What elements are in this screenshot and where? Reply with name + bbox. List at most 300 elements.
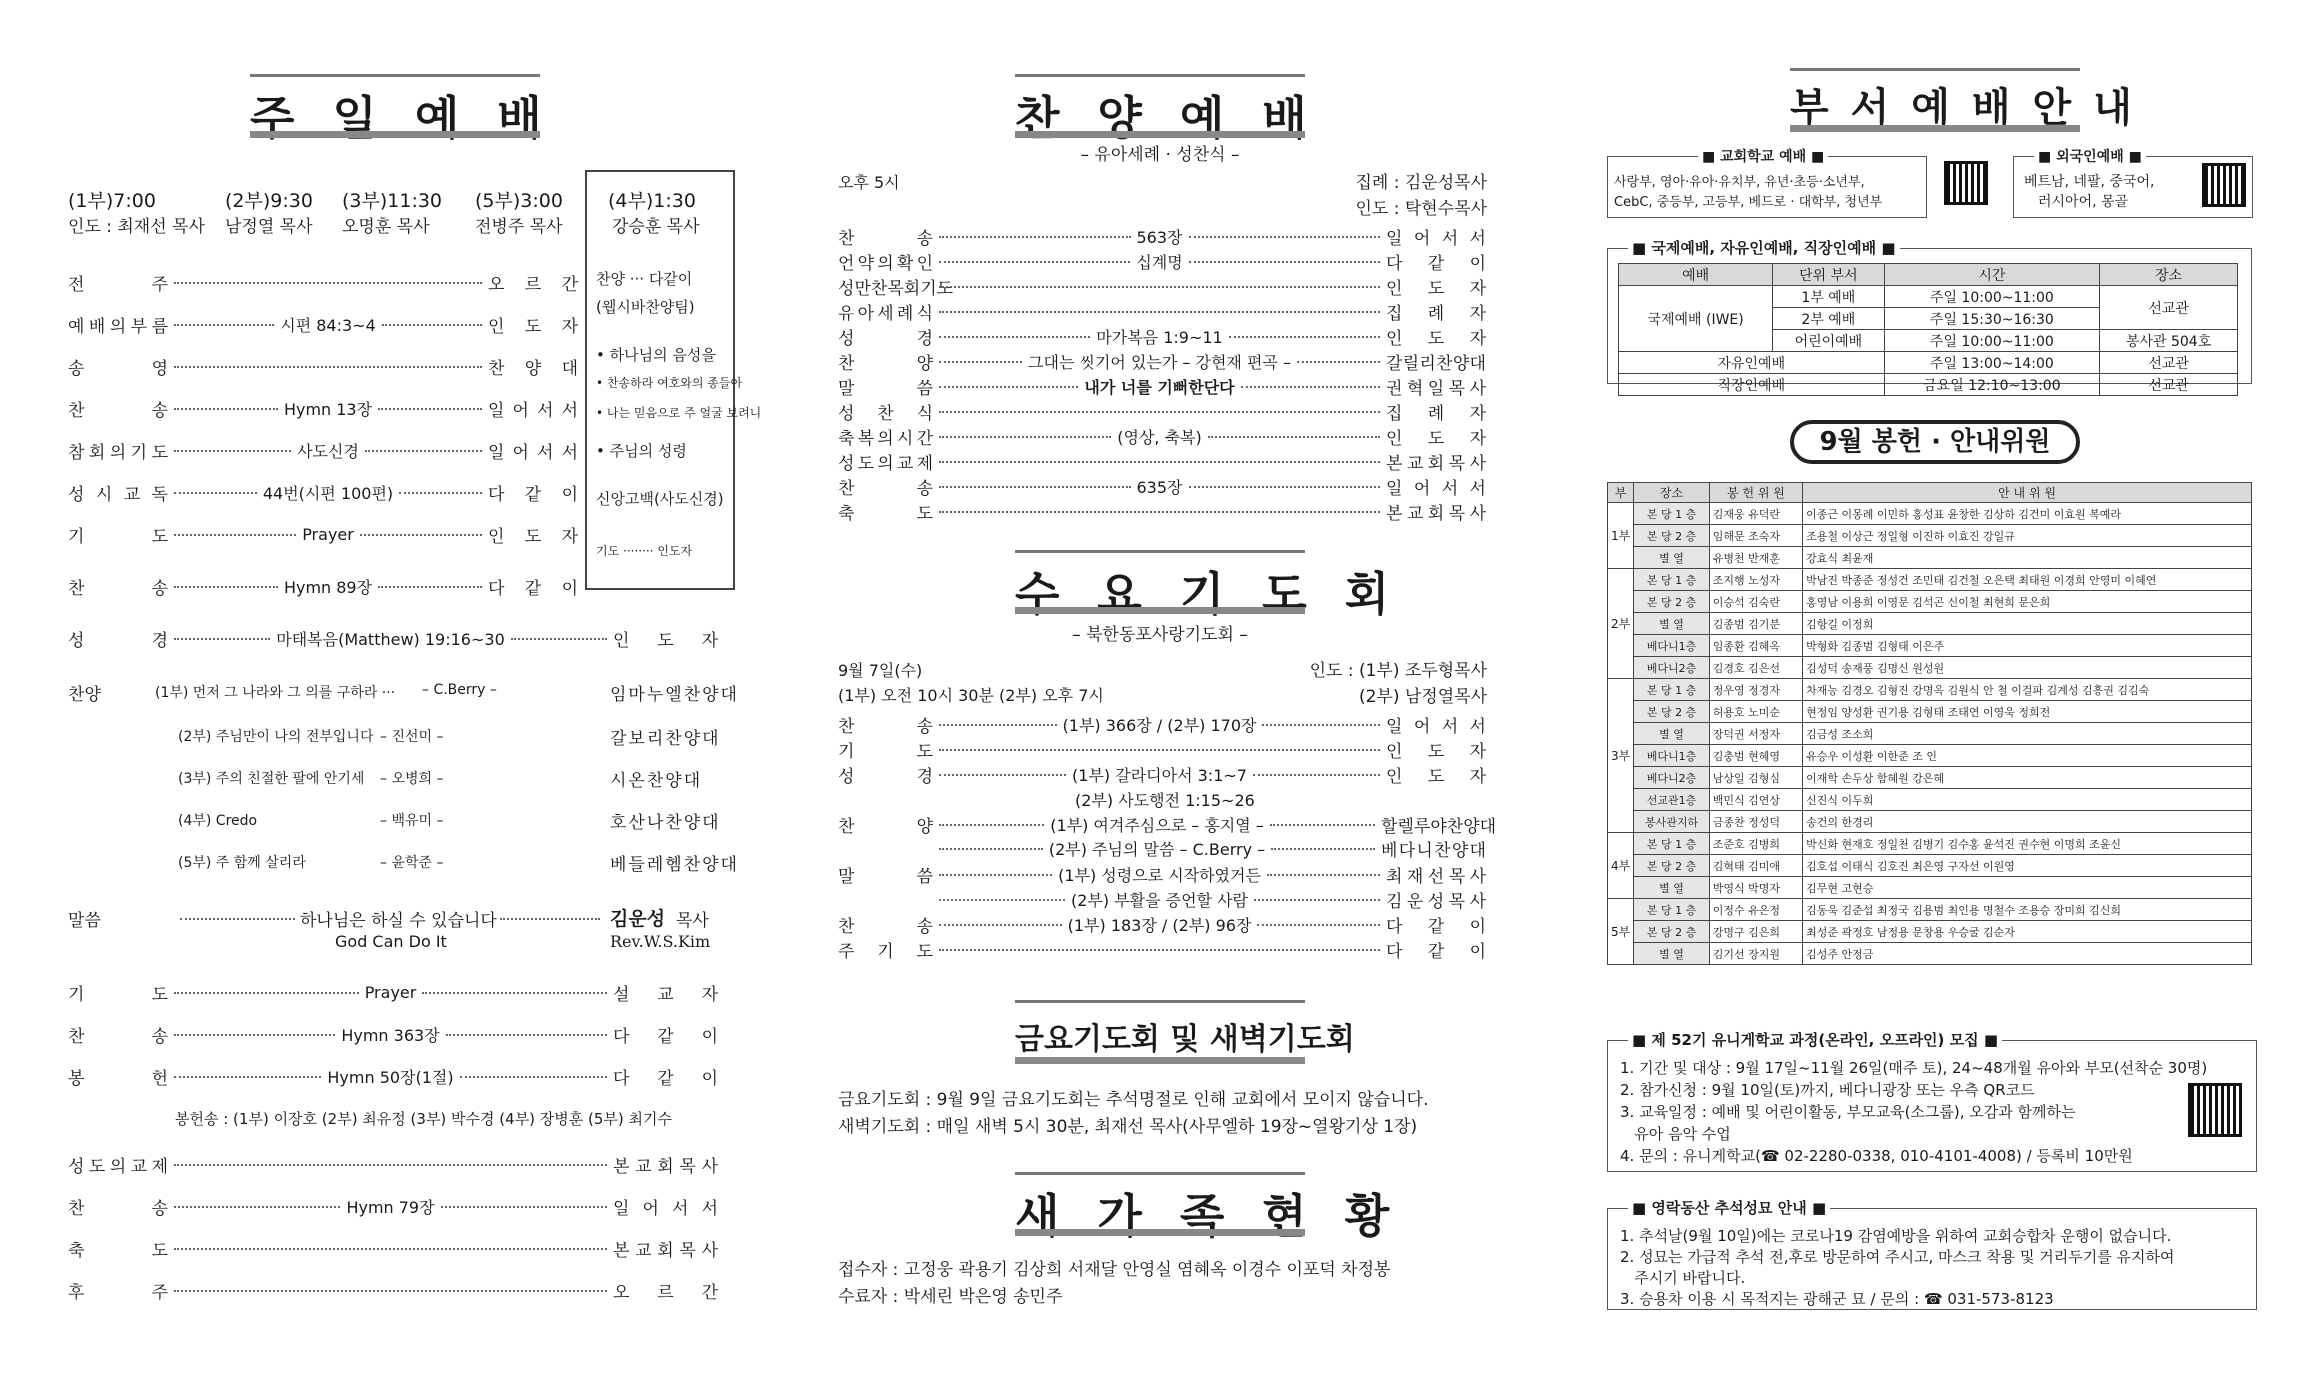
usher-offer: 박영식 박명자 — [1709, 877, 1802, 899]
item-role: 인 도 자 — [1386, 429, 1487, 449]
usher-offer: 장덕권 서정자 — [1709, 723, 1802, 745]
usher-guide: 이재학 손두상 함혜원 강은혜 — [1803, 767, 2252, 789]
usher-offer: 허용호 노미순 — [1709, 701, 1802, 723]
order-row — [68, 1064, 718, 1089]
sermon-speaker: 김운성 — [610, 908, 666, 930]
item-role: 오 르 간 — [488, 275, 578, 295]
usher-place: 본 당 1 층 — [1634, 833, 1710, 855]
item-label: 후 주 — [68, 1283, 168, 1303]
item-label: 성 시 교 독 — [68, 485, 168, 505]
usher-place: 베다니1층 — [1634, 745, 1710, 767]
usher-place: 베다니2층 — [1634, 657, 1710, 679]
usher-place: 본 당 1 층 — [1634, 679, 1710, 701]
order-row — [68, 354, 578, 379]
usher-row — [1608, 921, 2252, 943]
usher-row — [1608, 855, 2252, 877]
sermon-speaker-title: 목사 — [676, 911, 709, 931]
usher-offer: 유병천 반재훈 — [1709, 547, 1802, 569]
usher-row — [1608, 723, 2252, 745]
usher-part: 2부 — [1608, 569, 1634, 679]
order-row — [68, 270, 578, 295]
church-school-head: ■ 교회학교 예배 ■ — [1698, 146, 1828, 166]
intl-col-header: 시간 — [1884, 264, 2100, 286]
usher-place: 봉사관지하 — [1634, 811, 1710, 833]
item-role: 본 교 회 목 사 — [613, 1241, 718, 1261]
item-role: 일 어 서 서 — [488, 401, 578, 421]
usher-offer: 김기선 장지원 — [1709, 943, 1802, 965]
usher-place: 선교관1층 — [1634, 789, 1710, 811]
new-family-title: 새가족현황 — [1015, 1180, 1305, 1230]
wed-subtitle: – 북한동포사랑기도회 – — [1072, 625, 1248, 645]
intl-cell: 주일 10:00~11:00 — [1884, 286, 2100, 308]
choir-composer: – 백유미 – — [380, 813, 444, 829]
usher-place: 본 당 2 층 — [1634, 921, 1710, 943]
praise-presider: 집례 : 김운성목사 — [1355, 173, 1487, 193]
usher-col-header: 안 내 위 원 — [1803, 483, 2252, 503]
box-item: 찬양 ··· 다같이 — [596, 270, 693, 288]
item-role: 일 어 서 서 — [1386, 479, 1486, 499]
service-time: (1부)7:00 — [68, 190, 156, 212]
intl-cell: 봉사관 504호 — [2100, 330, 2238, 352]
item-label: 성 도 의 교 제 — [838, 454, 933, 474]
usher-row — [1608, 635, 2252, 657]
cemetery-line: 2. 성묘는 가급적 추석 전,후로 방문하여 주시고, 마스크 착용 및 거리두기를 유지하여 — [1620, 1248, 2175, 1266]
item-label: 유 아 세 례 식 — [838, 304, 933, 324]
choir-song: (5부) 주 함께 살리라 — [178, 855, 306, 871]
order-row — [68, 1152, 718, 1177]
univ-line: 2. 참가신청 : 9월 10일(토)까지, 베다니광장 또는 우측 QR코드 — [1620, 1081, 2035, 1099]
intl-cell: 직장인예배 — [1619, 374, 1885, 396]
choir-song: (1부) 먼저 그 나라와 그 의를 구하라 ··· — [155, 685, 396, 701]
choir-team: 호산나찬양대 — [610, 813, 721, 833]
order-row — [68, 312, 578, 337]
usher-guide: 박형화 김종범 김형태 이은주 — [1803, 635, 2252, 657]
praise-row — [838, 349, 1486, 374]
item-role: 인 도 자 — [1386, 329, 1486, 349]
church-school-line-2: CebC, 중등부, 고등부, 베드로 · 대학부, 청년부 — [1614, 195, 1883, 210]
usher-row — [1608, 811, 2252, 833]
univ-line: 유아 음악 수업 — [1620, 1125, 1731, 1143]
usher-place: 본 당 1 층 — [1634, 899, 1710, 921]
usher-guide: 김항길 이정희 — [1803, 613, 2252, 635]
item-role: 권 혁 일 목 사 — [1386, 379, 1486, 399]
foreign-line-1: 베트남, 네팔, 중국어, — [2024, 174, 2155, 190]
praise-leader: 인도 : 탁현수목사 — [1355, 199, 1487, 219]
item-detail: Hymn 363장 — [341, 1026, 440, 1045]
usher-part: 3부 — [1608, 679, 1634, 833]
usher-row — [1608, 547, 2252, 569]
usher-guide: 조용철 이상근 정일형 이진하 이효진 강일규 — [1803, 525, 2252, 547]
item-label: 찬 송 — [838, 917, 933, 937]
univ-box — [1607, 1031, 2257, 1172]
intl-cell: 선교관 — [2100, 374, 2238, 396]
item-label: 기 도 — [838, 742, 933, 762]
order-row — [68, 980, 718, 1005]
item-label: 찬 양 — [838, 817, 933, 837]
item-role: 집 례 자 — [1386, 404, 1486, 424]
item-label: 찬 송 — [68, 1027, 168, 1047]
usher-row — [1608, 767, 2252, 789]
usher-offer: 이정수 유은정 — [1709, 899, 1802, 921]
item-detail: (1부) 갈라디아서 3:1~7 — [1072, 766, 1247, 785]
intl-head: ■ 국제예배, 자유인예배, 직장인예배 ■ — [1628, 237, 1900, 258]
usher-row — [1608, 679, 2252, 701]
family-line-1: 접수자 : 고정웅 곽용기 김상희 서재달 안영실 염혜옥 이경수 이포덕 차정봉 — [838, 1260, 1391, 1280]
item-label: 성 경 — [838, 767, 933, 787]
intl-cell: 2부 예배 — [1773, 308, 1884, 330]
item-label: 말 씀 — [838, 867, 933, 887]
intl-col-header: 단위 부서 — [1773, 264, 1884, 286]
usher-offer: 김경호 김은선 — [1709, 657, 1802, 679]
item-role: 인 도 자 — [1386, 279, 1486, 299]
item-label: 축 복 의 시 간 — [838, 429, 933, 449]
praise-row — [838, 324, 1486, 349]
intl-cell: 어린이예배 — [1773, 330, 1884, 352]
usher-offer: 이승석 김숙란 — [1709, 591, 1802, 613]
usher-guide: 송건의 한경리 — [1803, 811, 2252, 833]
item-detail: 그대는 씻기어 있는가 – 강현재 편곡 – — [1028, 353, 1291, 372]
item-label: 성 만 찬 목 회 기 도 — [838, 279, 954, 299]
box-item: • 찬송하라 여호와의 종들아 — [596, 376, 743, 390]
friday-title: 금요기도회 및 새벽기도회 — [1015, 1008, 1305, 1058]
item-role: 오 르 간 — [613, 1283, 718, 1303]
usher-guide: 김성주 안정금 — [1803, 943, 2252, 965]
usher-guide: 현정임 양성환 권기용 김형태 조태연 이영욱 정희전 — [1803, 701, 2252, 723]
fourth-time: (4부)1:30 — [608, 190, 696, 212]
choir-composer: – 오병희 – — [380, 771, 444, 787]
usher-guide: 이종근 이몽례 이민하 홍성표 윤창한 김상하 김건미 이효원 복예라 — [1803, 503, 2252, 525]
item-label: 성 찬 식 — [838, 404, 933, 424]
praise-row — [838, 449, 1486, 474]
usher-place: 별 열 — [1634, 877, 1710, 899]
usher-place: 본 당 2 층 — [1634, 591, 1710, 613]
order-row — [68, 1236, 718, 1261]
service-leader: 전병주 목사 — [475, 217, 563, 237]
item-detail: 635장 — [1136, 478, 1183, 497]
usher-offer: 정우영 정경자 — [1709, 679, 1802, 701]
choir-team: 시온찬양대 — [610, 771, 703, 791]
item-label: 주 기 도 — [838, 942, 933, 962]
usher-place: 별 열 — [1634, 943, 1710, 965]
usher-row — [1608, 701, 2252, 723]
item-detail: 사도신경 — [297, 442, 359, 461]
church-school-box — [1607, 149, 1927, 218]
item-label: 찬 송 — [68, 1199, 168, 1219]
item-detail: Prayer — [364, 983, 417, 1002]
item-label: 성 경 — [838, 329, 933, 349]
item-role: 인 도 자 — [613, 631, 718, 651]
item-detail: (1부) 여겨주심으로 – 홍지열 – — [1050, 816, 1264, 835]
usher-row — [1608, 877, 2252, 899]
wed-row — [838, 762, 1486, 787]
wed-time: (1부) 오전 10시 30분 (2부) 오후 7시 — [838, 686, 1104, 705]
usher-guide: 홍영남 이용희 이영문 김석곤 신이철 최현희 문은희 — [1803, 591, 2252, 613]
item-role: 갈 릴 리 찬 양 대 — [1386, 354, 1486, 374]
service-leader: 남정열 목사 — [225, 217, 313, 237]
item-role: 일 어 서 서 — [1386, 717, 1486, 737]
usher-guide: 유승우 이성환 이한준 조 인 — [1803, 745, 2252, 767]
item-role: 본 교 회 목 사 — [1386, 454, 1486, 474]
item-label: 언 약 의 확 인 — [838, 254, 933, 274]
praise-subtitle: – 유아세례 · 성찬식 – — [1080, 145, 1240, 165]
choir-composer: – 윤학준 – — [380, 855, 444, 871]
item-detail: Prayer — [302, 525, 354, 544]
item-label: 기 도 — [68, 985, 168, 1005]
item-detail: (1부) 366장 / (2부) 170장 — [1062, 716, 1257, 735]
scripture-2: (2부) 사도행전 1:15~26 — [1075, 791, 1255, 810]
order-row — [68, 396, 578, 421]
item-label: 찬 송 — [838, 229, 933, 249]
box-item: • 하나님의 음성을 — [596, 346, 716, 364]
usher-guide: 박신화 현재호 정일천 김병기 김수홍 윤석진 권수현 이명희 조윤신 — [1803, 833, 2252, 855]
wed-choir-row — [838, 836, 1486, 861]
wed-row — [838, 737, 1486, 762]
wed-leader-2: (2부) 남정열목사 — [1358, 687, 1487, 707]
box-item: • 주님의 성령 — [596, 442, 687, 460]
praise-time: 오후 5시 — [838, 173, 900, 192]
ushers-title: 9월 봉헌 · 안내위원 — [1790, 420, 2080, 464]
usher-row — [1608, 657, 2252, 679]
item-detail: Hymn 50장(1절) — [327, 1068, 454, 1087]
usher-guide: 강효식 최윤재 — [1803, 547, 2252, 569]
item-detail: 44번(시편 100편) — [262, 484, 394, 503]
order-row — [68, 438, 578, 463]
usher-guide: 김성덕 송재풍 김명신 원성원 — [1803, 657, 2252, 679]
ushers-table — [1607, 482, 2252, 965]
usher-row — [1608, 745, 2252, 767]
usher-offer: 백민식 김연상 — [1709, 789, 1802, 811]
usher-guide: 김호섭 이태식 김호진 최은영 구자선 이원영 — [1803, 855, 2252, 877]
intl-col-header: 예배 — [1619, 264, 1773, 286]
sermon-dots — [180, 918, 295, 920]
item-role: 본 교 회 목 사 — [613, 1157, 718, 1177]
friday-line-1: 금요기도회 : 9월 9일 금요기도회는 추석명절로 인해 교회에서 모이지 않습니다. — [838, 1090, 1429, 1110]
sermon-title-en: God Can Do It — [335, 932, 447, 951]
praise-worship-title: 찬양예배 — [1015, 82, 1305, 132]
item-role: 인 도 자 — [488, 317, 579, 337]
item-role: 일 어 서 서 — [488, 443, 578, 463]
usher-guide: 박남진 박종준 정성건 조민태 김건철 오은택 최태원 이경희 안영미 이혜연 — [1803, 569, 2252, 591]
foreign-worship-box — [2013, 149, 2253, 218]
item-label: 말 씀 — [838, 379, 933, 399]
order-row — [68, 1278, 718, 1303]
univ-line: 4. 문의 : 유니게학교(☎ 02-2280-0338, 010-4101-4008) / 등록비 10만원 — [1620, 1147, 2133, 1165]
usher-row — [1608, 943, 2252, 965]
wed-sermon-row — [838, 887, 1486, 912]
item-role: 인 도 자 — [1386, 767, 1487, 787]
item-label: 기 도 — [68, 527, 168, 547]
item-role: 최 재 선 목 사 — [1386, 867, 1487, 887]
order-row — [68, 480, 578, 505]
usher-guide: 김동욱 김준섭 최정국 김용범 최인용 명철수 조용승 장미희 김신희 — [1803, 899, 2252, 921]
usher-offer: 조준호 김병희 — [1709, 833, 1802, 855]
cemetery-line: 1. 추석날(9월 10일)에는 코로나19 감염예방을 위하여 교회승합차 운행이 없습니다. — [1620, 1227, 2172, 1245]
wed-leader-1: 인도 : (1부) 조두형목사 — [1309, 661, 1487, 681]
item-role: 본 교 회 목 사 — [1386, 504, 1486, 524]
choir-composer: – C.Berry – — [422, 682, 497, 698]
wednesday-prayer-title: 수요기도회 — [1015, 558, 1305, 608]
item-detail: (1부) 성령으로 시작하였거든 — [1058, 866, 1261, 885]
usher-row — [1608, 569, 2252, 591]
usher-part: 5부 — [1608, 899, 1634, 965]
praise-row — [838, 424, 1486, 449]
qr-code — [1944, 161, 1988, 205]
intl-cell: 선교관 — [2100, 286, 2238, 330]
usher-row — [1608, 789, 2252, 811]
family-line-2: 수료자 : 박세린 박은영 송민주 — [838, 1287, 1063, 1307]
praise-row — [838, 224, 1486, 249]
sermon-label: 말씀 — [68, 911, 101, 931]
praise-row — [838, 274, 1486, 299]
usher-row — [1608, 591, 2252, 613]
usher-offer: 김재웅 유덕란 — [1709, 503, 1802, 525]
intl-table — [1618, 263, 2238, 396]
item-detail: Hymn 89장 — [283, 578, 373, 597]
item-label: 찬 송 — [838, 717, 933, 737]
service-leader: 오명훈 목사 — [342, 217, 430, 237]
item-role: 김 운 성 목 사 — [1386, 892, 1486, 912]
choir-team: 임마누엘찬양대 — [610, 685, 739, 705]
praise-row — [838, 399, 1486, 424]
service-time: (3부)11:30 — [342, 190, 443, 212]
usher-place: 베다니1층 — [1634, 635, 1710, 657]
fourth-leader: 강승훈 목사 — [612, 217, 700, 237]
item-role: 다 같 이 — [613, 1069, 718, 1089]
item-label: 봉 헌 — [68, 1069, 168, 1089]
foreign-head: ■ 외국인예배 ■ — [2034, 146, 2146, 166]
item-detail: 마가복음 1:9~11 — [1096, 328, 1223, 347]
praise-row — [838, 474, 1486, 499]
offering-singers: 봉헌송 : (1부) 이장호 (2부) 최유정 (3부) 박수경 (4부) 장병훈 (5부) 최기수 — [175, 1110, 673, 1128]
intl-cell: 주일 10:00~11:00 — [1884, 330, 2100, 352]
usher-place: 본 당 1 층 — [1634, 503, 1710, 525]
usher-place: 별 열 — [1634, 613, 1710, 635]
intl-cell: 선교관 — [2100, 352, 2238, 374]
usher-place: 본 당 2 층 — [1634, 855, 1710, 877]
item-detail: Hymn 13장 — [283, 400, 373, 419]
item-role: 일 어 서 서 — [1386, 229, 1486, 249]
wed-row — [838, 912, 1486, 937]
intl-cell: 자유인예배 — [1619, 352, 1885, 374]
cemetery-line: 3. 승용차 이용 시 목적지는 광해군 묘 / 문의 : ☎ 031-573-8123 — [1620, 1290, 2054, 1308]
usher-row — [1608, 525, 2252, 547]
univ-line: 3. 교육일정 : 예배 및 어린이활동, 부모교육(소그룹), 오감과 함께하는 — [1620, 1103, 2076, 1121]
praise-row — [838, 299, 1486, 324]
item-label: 찬 송 — [68, 579, 168, 599]
wed-row — [838, 712, 1486, 737]
usher-col-header: 부 — [1608, 483, 1634, 503]
item-detail: (2부) 주님의 말씀 – C.Berry – — [1048, 840, 1266, 859]
usher-place: 베다니2층 — [1634, 767, 1710, 789]
item-role: 다 같 이 — [1386, 917, 1487, 937]
choir-team: 갈보리찬양대 — [610, 729, 721, 749]
item-label: 참 회 의 기 도 — [68, 443, 168, 463]
intl-row — [1619, 374, 2238, 396]
item-label: 찬 양 — [838, 354, 933, 374]
service-time: (5부)3:00 — [475, 190, 563, 212]
item-role: 다 같 이 — [488, 579, 579, 599]
intl-cell: 1부 예배 — [1773, 286, 1884, 308]
friday-line-2: 새벽기도회 : 매일 새벽 5시 30분, 최재선 목사(사무엘하 19장~열왕기상 1장) — [838, 1117, 1418, 1137]
praise-row — [838, 374, 1486, 399]
department-worship-title: 부서예배안내 — [1790, 76, 2080, 126]
usher-row — [1608, 613, 2252, 635]
item-detail: 마태복음(Matthew) 19:16~30 — [276, 630, 505, 649]
item-label: 축 도 — [838, 504, 933, 524]
choir-song: (4부) Credo — [178, 813, 258, 829]
usher-col-header: 장소 — [1634, 483, 1710, 503]
usher-guide: 김금성 조소희 — [1803, 723, 2252, 745]
usher-place: 본 당 2 층 — [1634, 701, 1710, 723]
item-label: 예 배 의 부 름 — [68, 317, 168, 337]
choir-song: (2부) 주님만이 나의 전부입니다 — [178, 729, 374, 745]
item-label: 전 주 — [68, 275, 168, 295]
intl-cell: 국제예배 (IWE) — [1619, 286, 1773, 352]
item-role: 할 렐 루 야 찬 양 대 — [1381, 817, 1497, 837]
univ-head: ■ 제 52기 유니게학교 과정(온라인, 오프라인) 모집 ■ — [1628, 1029, 2002, 1050]
intl-cell: 주일 13:00~14:00 — [1884, 352, 2100, 374]
item-detail: 563장 — [1136, 228, 1183, 247]
item-label: 성 경 — [68, 631, 168, 651]
item-label: 축 도 — [68, 1241, 168, 1261]
usher-offer: 임해문 조숙자 — [1709, 525, 1802, 547]
choir-team: 베들레헴찬양대 — [610, 855, 739, 875]
order-row — [68, 574, 578, 599]
item-role: 찬 양 대 — [488, 359, 578, 379]
wed-sermon-row — [838, 862, 1486, 887]
intl-row — [1619, 286, 2238, 308]
item-detail: Hymn 79장 — [346, 1198, 435, 1217]
wed-choir-row — [838, 812, 1497, 837]
intl-cell: 금요일 12:10~13:00 — [1884, 374, 2100, 396]
cemetery-box — [1607, 1199, 2257, 1310]
sunday-worship-title: 주일예배 — [250, 82, 540, 132]
item-detail: 내가 너를 기뻐한단다 — [1084, 378, 1235, 397]
item-role: 설 교 자 — [613, 985, 719, 1005]
intl-col-header: 장소 — [2100, 264, 2238, 286]
cemetery-head: ■ 영락동산 추석성묘 안내 ■ — [1628, 1197, 1830, 1218]
item-label: 찬 송 — [68, 401, 168, 421]
choir-label: 찬양 — [68, 685, 101, 705]
usher-row — [1608, 503, 2252, 525]
item-role: 집 례 자 — [1386, 304, 1486, 324]
item-role: 다 같 이 — [1386, 254, 1486, 274]
usher-guide: 김무현 고현승 — [1803, 877, 2252, 899]
item-detail: (2부) 부활을 증언할 사람 — [1070, 891, 1249, 910]
usher-offer: 금종찬 정성덕 — [1709, 811, 1802, 833]
item-label: 성 도 의 교 제 — [68, 1157, 168, 1177]
usher-offer: 김혁태 김미애 — [1709, 855, 1802, 877]
box-item: 신앙고백(사도신경) — [596, 490, 724, 508]
qr-code — [2202, 163, 2246, 207]
sermon-speaker-en: Rev.W.S.Kim — [610, 932, 711, 951]
item-detail: (영상, 축복) — [1117, 428, 1202, 447]
choir-song: (3부) 주의 친절한 팔에 안기세 — [178, 771, 365, 787]
usher-part: 1부 — [1608, 503, 1634, 569]
item-role: 다 같 이 — [613, 1027, 718, 1047]
item-role: 다 같 이 — [488, 485, 579, 505]
usher-offer: 강명구 김은희 — [1709, 921, 1802, 943]
sermon-dots — [500, 918, 600, 920]
usher-offer: 임종환 김혜옥 — [1709, 635, 1802, 657]
item-role: 인 도 자 — [488, 527, 579, 547]
usher-place: 별 열 — [1634, 723, 1710, 745]
order-row — [68, 1194, 718, 1219]
cemetery-line: 주시기 바랍니다. — [1620, 1269, 1746, 1287]
qr-code — [2188, 1083, 2242, 1137]
item-role: 일 어 서 서 — [613, 1199, 718, 1219]
wed-date: 9월 7일(수) — [838, 661, 923, 680]
